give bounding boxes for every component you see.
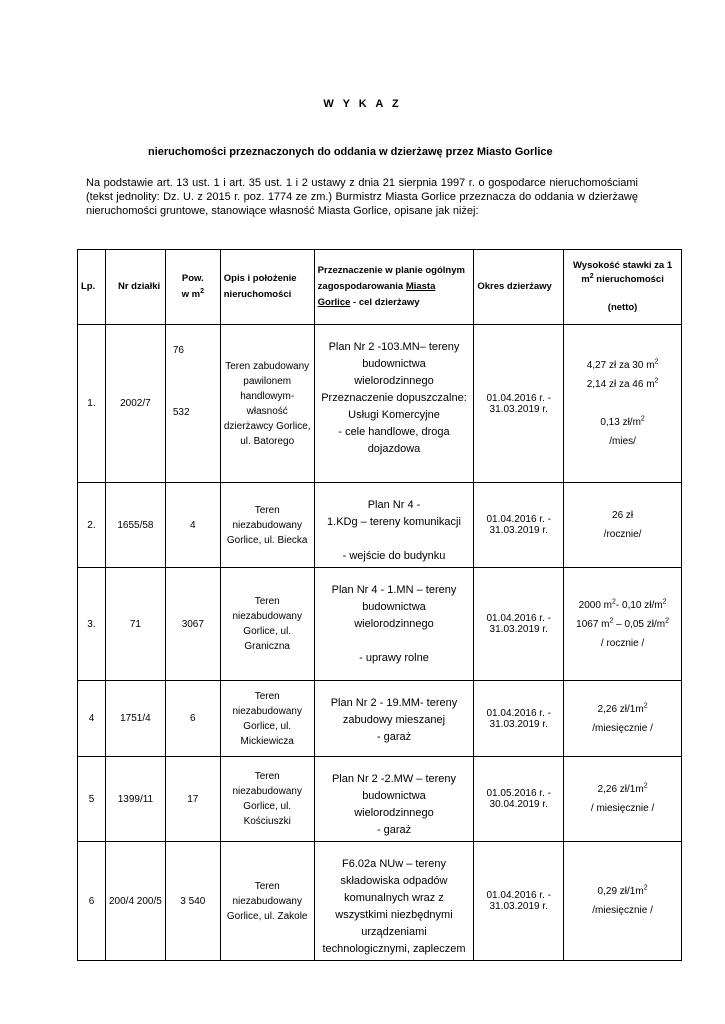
rate-line: 2,26 $zł/1m^2$ [597, 782, 648, 795]
cell-lp: 3. [78, 568, 106, 681]
cell-lp: 1. [78, 325, 106, 483]
cell-stawka [564, 483, 682, 568]
plan-line: - garaż [376, 824, 412, 836]
cell-opis: Teren niezabudowany Gorlice, ul. Graniczna [220, 568, 314, 681]
plan-line: wszystkimi niezbędnymi [335, 909, 453, 921]
cell-okres: 01.04.2016 r. - 31.03.2019 r. [474, 681, 564, 757]
cell-przeznaczenie [314, 757, 474, 842]
area-value: 76 [172, 345, 184, 356]
cell-powierzchnia: 17 [165, 757, 220, 842]
rate-line: /miesięcznie / [592, 722, 653, 734]
rate-line: / rocznie / [600, 637, 645, 649]
plan-line: 1.KDg – tereny komunikacji [327, 516, 461, 528]
document-title: W Y K A Z [323, 98, 402, 110]
cell-nr-dzialki: 2002/7 [105, 325, 165, 483]
plan-line: - cele handlowe, droga [338, 426, 450, 438]
rate-line: /rocznie/ [603, 529, 642, 540]
plan-line [318, 531, 471, 548]
header-nr: Nr działki [105, 250, 165, 325]
plan-line: budownictwa [362, 358, 426, 370]
cell-nr-dzialki: 1751/4 [105, 681, 165, 757]
plan-line: - wejście do budynku [342, 550, 446, 562]
rate-line [567, 396, 678, 411]
rate-line: 2,26 $zł/1m^2$ [597, 702, 648, 715]
header-pow: Pow. w $m^2$ [165, 250, 220, 325]
table-row [78, 681, 682, 757]
plan-line: Plan Nr 2 -103.MN– tereny [328, 341, 460, 353]
table-row [78, 483, 682, 568]
plan-line: wielorodzinnego [354, 807, 434, 819]
cell-stawka [564, 568, 682, 681]
rate-line: 4,27 zł za 30 $m^2$ [586, 358, 659, 371]
cell-powierzchnia [165, 325, 220, 483]
property-table [77, 249, 682, 961]
table-row [78, 568, 682, 681]
plan-line: wielorodzinnego [354, 618, 434, 630]
rate-line: 0,29 $zł/1m^2$ [597, 884, 648, 897]
rate-line: /miesięcznie / [592, 905, 653, 916]
plan-line: Usługi Komercyjne [348, 409, 440, 421]
header-stawka: Wysokość stawki za 1 $m^2$ nieruchomości (netto) [564, 250, 682, 325]
cell-powierzchnia: 3 540 [165, 842, 220, 961]
rate-line: 2,14 zł za 46 $m^2$ [586, 377, 659, 390]
cell-lp: 4 [78, 681, 106, 757]
plan-line: - garaż [376, 731, 412, 743]
rate-line: / miesięcznie / [590, 803, 655, 814]
cell-stawka [564, 842, 682, 961]
header-opis: Opis i położenie nieruchomości [220, 250, 314, 325]
header-lp: Lp. [78, 250, 106, 325]
table-row [78, 757, 682, 842]
intro-paragraph: Na podstawie art. 13 ust. 1 i art. 35 ust. 1 i 2 ustawy z dnia 21 sierpnia 1997 r. o gospodarce nieruchomościami (tekst jednolity: Dz. U. z 2015 r. poz. 1774 ze zm.) Burmistrz Miasta Gorlice przeznacza do oddania w dzierżawę nieruchomości gruntowe, stanowiące własność Miasta Gorlice, opisane jak niżej: [86, 177, 638, 217]
cell-opis: Teren niezabudowany Gorlice, ul. Zakole [220, 842, 314, 961]
cell-powierzchnia: 6 [165, 681, 220, 757]
cell-lp: 5 [78, 757, 106, 842]
plan-line: budownictwa [362, 601, 426, 613]
plan-line: składowiska odpadów [340, 875, 448, 887]
cell-przeznaczenie [314, 325, 474, 483]
cell-opis: Teren zabudowany pawilonem handlowym-własność dzierżawcy Gorlice, ul. Batorego [220, 325, 314, 483]
cell-powierzchnia: 3067 [165, 568, 220, 681]
cell-opis: Teren niezabudowany Gorlice, ul. Mickiewicza [220, 681, 314, 757]
cell-przeznaczenie [314, 483, 474, 568]
plan-line: Plan Nr 2 -2.MW – tereny [331, 773, 457, 785]
cell-przeznaczenie [314, 842, 474, 961]
plan-line: Plan Nr 2 - 19.MM- tereny [330, 697, 458, 709]
plan-line [318, 633, 471, 650]
plan-line: wielorodzinnego [354, 375, 434, 387]
table-header-row [78, 250, 682, 325]
header-przeznaczenie: Przeznaczenie w planie ogólnym zagospodarowania Miasta Gorlice - cel dzierżawy [314, 250, 474, 325]
cell-nr-dzialki: 1399/11 [105, 757, 165, 842]
cell-przeznaczenie [314, 568, 474, 681]
cell-stawka [564, 681, 682, 757]
plan-line: zabudowy mieszanej [342, 714, 446, 726]
rate-line: /mies/ [609, 436, 636, 447]
plan-line: dojazdowa [367, 443, 421, 455]
table-row [78, 842, 682, 961]
cell-stawka [564, 757, 682, 842]
header-okres: Okres dzierżawy [474, 250, 564, 325]
plan-line: Przeznaczenie dopuszczalne: [321, 392, 467, 404]
table-row [78, 325, 682, 483]
plan-line: - uprawy rolne [359, 652, 429, 664]
plan-line: urządzeniami [361, 926, 427, 938]
plan-line: budownictwa [362, 790, 426, 802]
plan-line: Plan Nr 4 - [367, 499, 421, 511]
cell-okres: 01.04.2016 r. - 31.03.2019 r. [474, 568, 564, 681]
cell-przeznaczenie [314, 681, 474, 757]
area-split [169, 327, 217, 477]
plan-line: Plan Nr 4 - 1.MN – tereny [331, 584, 457, 596]
rate-line: 0,13 $zł/m^2$ [600, 415, 645, 428]
cell-nr-dzialki: 1655/58 [105, 483, 165, 568]
cell-opis: Teren niezabudowany Gorlice, ul. Kościuszki [220, 757, 314, 842]
area-value: 532 [172, 407, 190, 418]
cell-okres: 01.04.2016 r. - 31.03.2019 r. [474, 842, 564, 961]
rate-line: 2000 $m^2-$ 0,10 $zł/m^2$ [578, 598, 667, 611]
plan-line: F6.02a NUw – tereny [342, 858, 446, 870]
plan-line: komunalnych wraz z [344, 892, 444, 904]
cell-nr-dzialki: 200/4 200/5 [105, 842, 165, 961]
cell-okres: 01.05.2016 r. - 30.04.2019 r. [474, 757, 564, 842]
cell-lp: 2. [78, 483, 106, 568]
cell-lp: 6 [78, 842, 106, 961]
cell-powierzchnia: 4 [165, 483, 220, 568]
cell-opis: Teren niezabudowany Gorlice, ul. Biecka [220, 483, 314, 568]
plan-line: technologicznymi, zapleczem [322, 943, 466, 955]
cell-stawka [564, 325, 682, 483]
document-subtitle: nieruchomości przeznaczonych do oddania w dzierżawę przez Miasto Gorlice [148, 146, 553, 158]
cell-okres: 01.04.2016 r. - 31.03.2019 r. [474, 325, 564, 483]
cell-okres: 01.04.2016 r. - 31.03.2019 r. [474, 483, 564, 568]
cell-nr-dzialki: 71 [105, 568, 165, 681]
rate-line: 1067 $m^2 - 0,05$ $zł/m^2$ [576, 617, 670, 630]
rate-line: 26 zł [612, 510, 634, 521]
